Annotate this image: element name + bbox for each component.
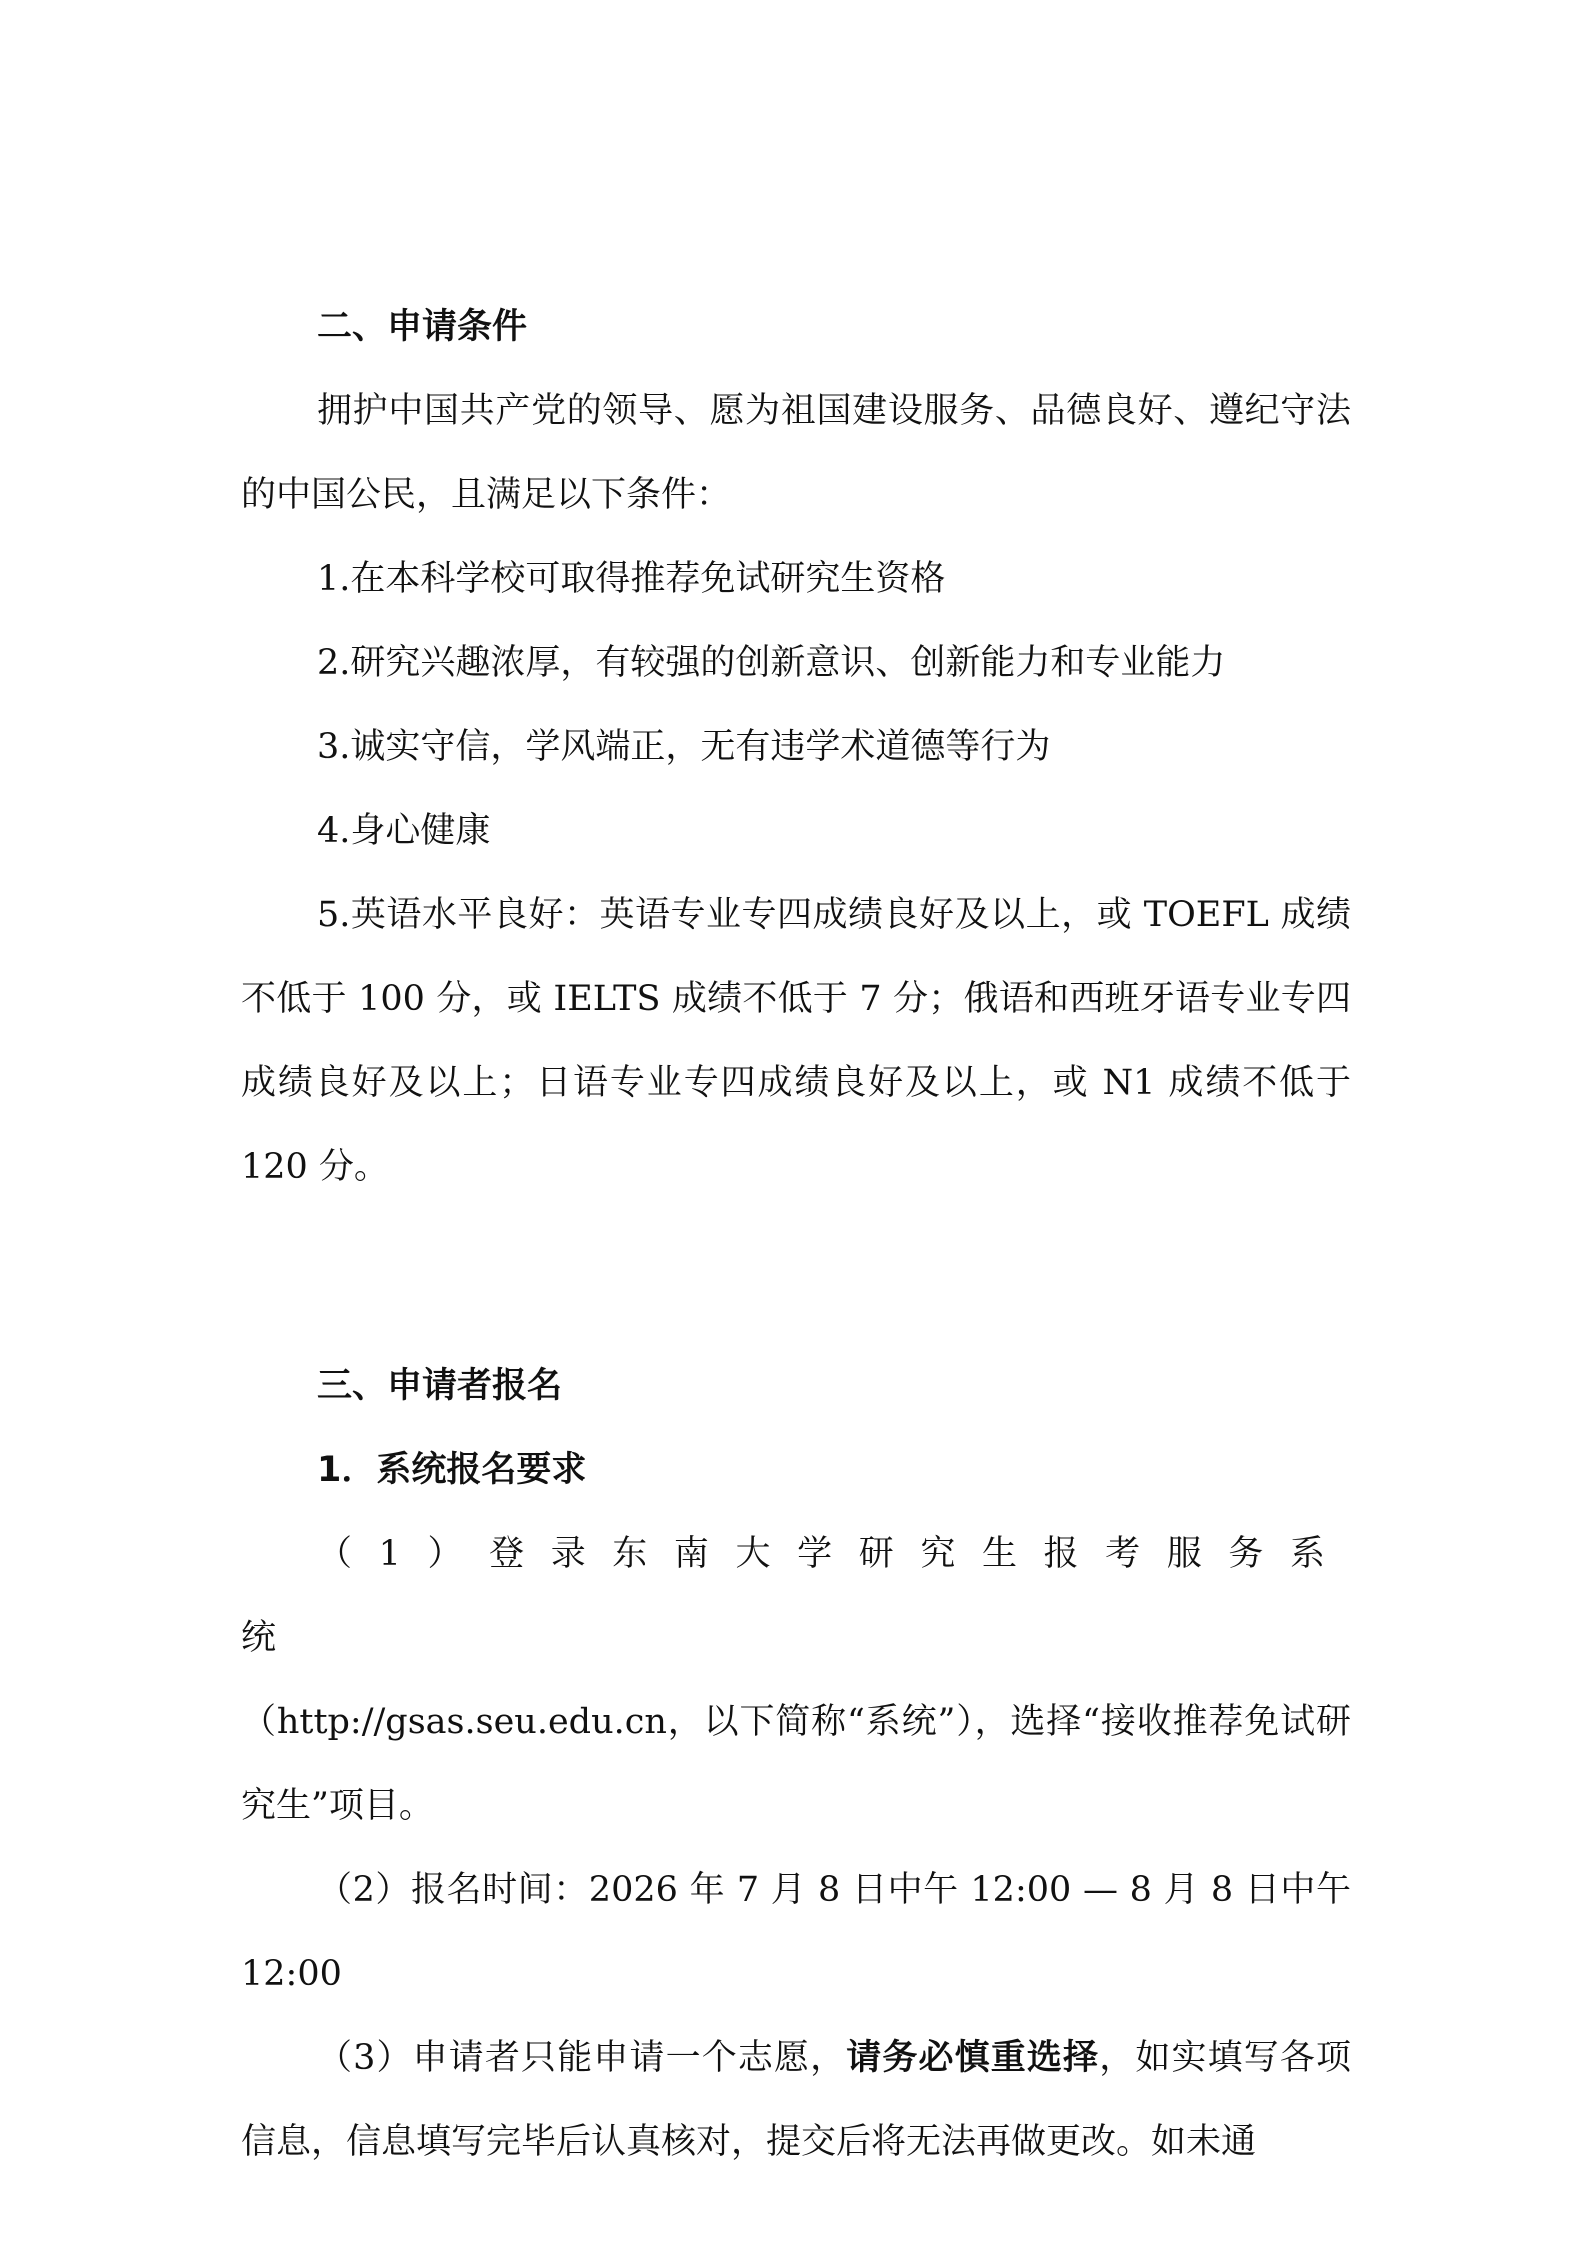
registration-paragraph-3-emphasis: 请务必慎重选择 [846,2038,1100,2078]
condition-item-5: 5.英语水平良好：英语专业专四成绩良好及以上，或 TOEFL 成绩不低于 100 分，或 IELTS 成绩不低于 7 分；俄语和西班牙语专业专四成绩良好及以上；日语专业专四成绩良好及以上，或 N1 成绩不低于 120 分。 [241,895,1351,1187]
registration-paragraph-3 [241,2016,1351,2184]
section-heading-application-conditions: 二、申请条件 [317,307,528,347]
condition-item-4: 4.身心健康 [317,811,491,851]
condition-item-2: 2.研究兴趣浓厚，有较强的创新意识、创新能力和专业能力 [317,643,1226,683]
condition-item-3: 3.诚实守信，学风端正，无有违学术道德等行为 [317,727,1051,767]
registration-paragraph-1-first-line: （1）登录东南大学研究生报考服务系统 [241,1534,1351,1658]
section-intro-paragraph: 拥护中国共产党的领导、愿为祖国建设服务、品德良好、遵纪守法的中国公民，且满足以下条件： [241,391,1351,515]
condition-item-1: 1.在本科学校可取得推荐免试研究生资格 [317,559,946,599]
registration-paragraph-1-rest: （http://gsas.seu.edu.cn，以下简称“系统”），选择“接收推荐免试研究生”项目。 [241,1702,1351,1826]
registration-paragraph-3-text-a: （3）申请者只能申请一个志愿， [317,2038,847,2078]
registration-paragraph-3-text-b: ，如实填写各项信息，信息填写完毕后认真核对，提交后将无法再做更改。如未通 [241,2038,1351,2162]
registration-paragraph-2: （2）报名时间：2026 年 7 月 8 日中午 12:00 — 8 月 8 日中午 12:00 [241,1870,1351,1994]
subsection-heading-system-registration: 1．系统报名要求 [317,1450,587,1490]
section-heading-registration: 三、申请者报名 [317,1366,563,1406]
document-body [241,285,1351,2184]
